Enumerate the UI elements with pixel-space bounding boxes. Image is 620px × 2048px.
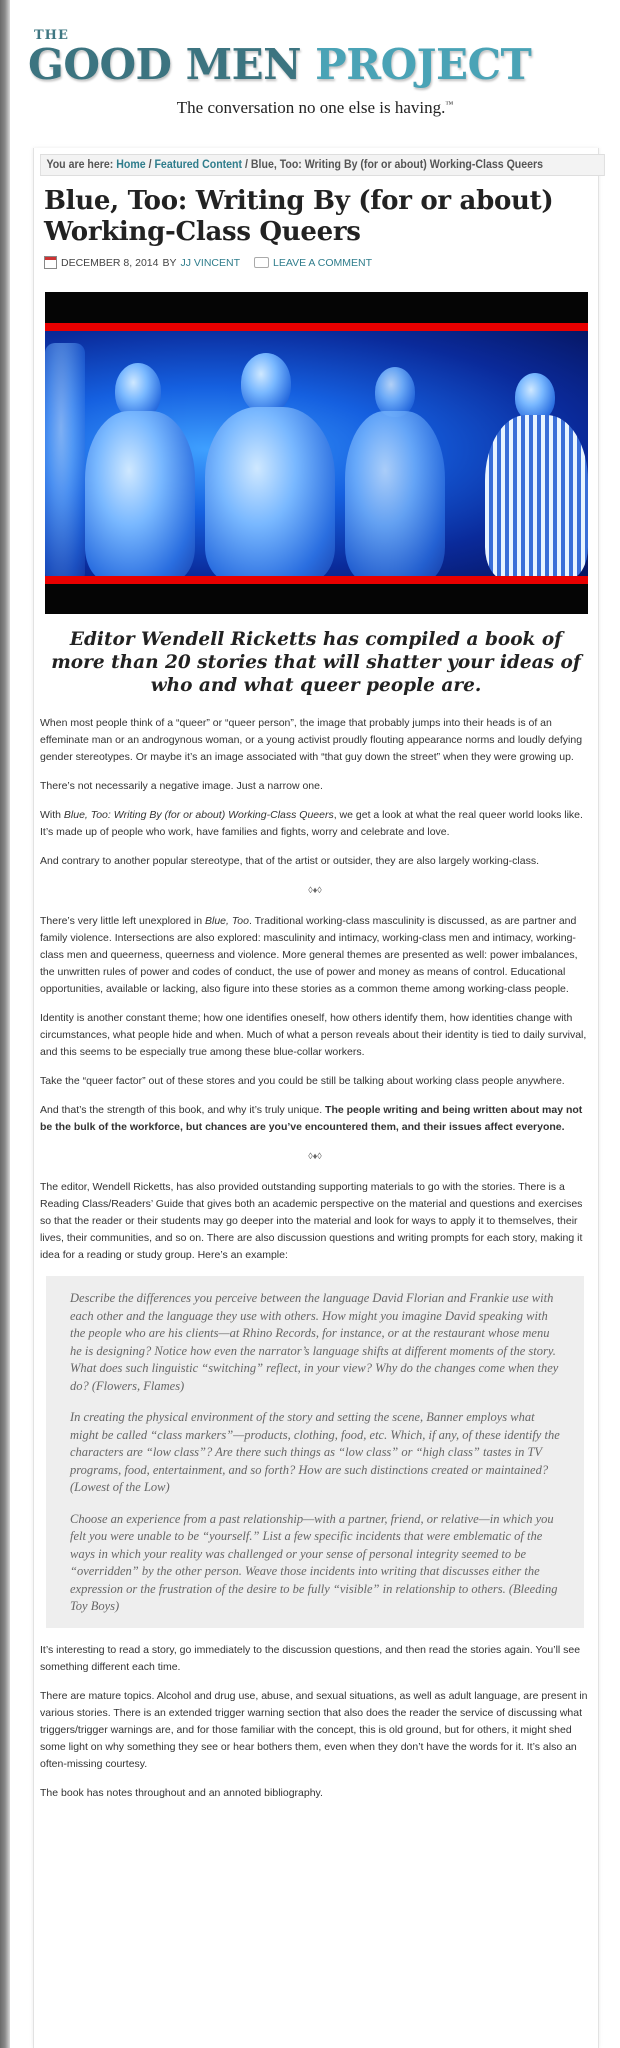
paragraph: And that’s the strength of this book, and why it’s truly unique. The people writing and being written about may not be the bulk of the workforce, but chances are you’ve encountered them, and their issues affect everyone. <box>40 1104 583 1133</box>
site-header <box>10 0 620 140</box>
breadcrumb-section-link[interactable]: Featured Content <box>154 159 243 171</box>
calendar-icon <box>44 256 57 269</box>
paragraph: There’s not necessarily a negative image. Just a narrow one. <box>40 780 323 792</box>
quote-paragraph: In creating the physical environment of the story and setting the scene, Banner employs what might be called “class markers”—products, clothing, food, etc. Which, if any, of these identify the characters are “low class”? Are there such things as “low class” or “high class” tastes in TV programs, food, entertainment, and so forth? How are such distinctions created or maintained? (Lowest of the Low) <box>70 1410 560 1494</box>
post-date: DECEMBER 8, 2014 <box>61 256 159 269</box>
paragraph: And contrary to another popular stereotype, that of the artist or outsider, they are also largely working-class. <box>40 855 540 867</box>
breadcrumb-prefix: You are here: <box>46 159 114 171</box>
mannequins-illustration <box>45 323 588 576</box>
paragraph: There’s very little left unexplored in Blue, Too. Traditional working-class masculinity is discussed, as are partner and family violence. Intersections are also explored: masculinity and intimacy, working-class men and intimacy, working-class men and queerness, queerness and violence. More general themes are presented as well: power imbalances, the unwritten rules of power and codes of conduct, the use of power and money as means of control. Educational opportunities, available or lacking, also figure into these stories as a common theme among working-class people. <box>40 915 578 995</box>
section-separator: ◊♦◊ <box>308 885 322 895</box>
site-tagline <box>10 98 620 118</box>
breadcrumb-home-link[interactable]: Home <box>116 159 146 171</box>
paragraph: The book has notes throughout and an annoted bibliography. <box>40 1786 323 1799</box>
paragraph: Identity is another constant theme; how one identifies oneself, how others identify them, how identities change with circumstances, what people hide and when. Much of what a person reveals about their identity is tied to daily survival, and this seems to be especially true among these blue-collar workers. <box>40 1012 587 1058</box>
tagline-text: The conversation no one else is having. <box>176 98 446 117</box>
comment-icon <box>254 257 269 268</box>
quote-paragraph: Describe the differences you perceive between the language David Florian and Frankie use with each other and the language they use with others. How might you imagine David speaking with the people who are his clients—at Rhino Records, for instance, or at the restaurant whose menu he is designing? Notice how even the narrator’s language shifts at different moments of the story. What does such linguistic “switching” reflect, in your view? Why do the changes come when they do? (Flowers, Flames) <box>70 1291 559 1393</box>
hero-red-stripe-top <box>45 323 588 331</box>
article-subhead: Editor Wendell Ricketts has compiled a book of more than 20 stories that will shatter your ideas of who and what queer people are. <box>51 629 581 696</box>
byline-by: BY <box>162 256 177 269</box>
paragraph: The editor, Wendell Ricketts, has also provided outstanding supporting materials to go with the stories. There is a Reading Class/Readers’ Guide that gives both an academic perspective on the material and questions and exercises so that the reader or their students may go deeper into the material and look for ways to apply it to themselves, their lives, their communities, and so on. There are also discussion questions and writing prompts for each story, making it idea for a reading or study group. Here’s an example: <box>40 1181 583 1261</box>
article-title: Blue, Too: Writing By (for or about) Working-Class Queers <box>44 186 554 247</box>
section-separator: ◊♦◊ <box>308 1151 322 1161</box>
paragraph: There are mature topics. Alcohol and drug use, abuse, and sexual situations, as well as adult language, are present in various stories. There is an extended trigger warning section that also does the reader the service of discussing what triggers/trigger warnings are, and for those familiar with the concept, this is old ground, but for others, it might shed some light on why something they see or hear bothers them, even when they don’t have the words for it. It’s also an often-missing courtesy. <box>40 1689 588 1770</box>
logo-the: THE <box>34 28 69 43</box>
article-body <box>40 715 592 1802</box>
site-logo[interactable] <box>28 40 620 89</box>
hero-red-stripe-bottom <box>45 576 588 584</box>
breadcrumb-separator: / <box>148 159 152 171</box>
trademark-mark: ™ <box>445 99 454 109</box>
article-meta <box>44 256 592 269</box>
logo-word-good-men: GOOD MEN <box>28 40 301 89</box>
paragraph: It’s interesting to read a story, go immediately to the discussion questions, and then read the stories again. You’ll see something different each time. <box>40 1643 581 1673</box>
discussion-questions-quote <box>46 1276 584 1628</box>
content-panel <box>33 148 599 2048</box>
paragraph: With Blue, Too: Writing By (for or about) Working-Class Queers, we get a look at what the real queer world looks like. It’s made up of people who work, have families and fights, worry and celebrate and love. <box>40 809 583 838</box>
paragraph: Take the “queer factor” out of these stores and you could be still be talking about working class people anywhere. <box>40 1075 565 1087</box>
quote-paragraph: Choose an experience from a past relationship—with a partner, friend, or relative—in which you felt you were unable to be “yourself.” List a few specific incidents that were emblematic of the ways in which your reality was challenged or your sense of personal integrity seemed to be “overridden” by the other person. Weave those incidents into writing that discusses either the expression or the frustration of the desire to be fully “visible” in relationship to others. (Bleeding Toy Boys) <box>70 1511 558 1613</box>
breadcrumb <box>40 154 605 176</box>
left-edge-bar <box>0 0 10 2048</box>
logo-word-project: PROJECT <box>315 40 532 89</box>
leave-comment-link[interactable]: LEAVE A COMMENT <box>273 256 372 269</box>
paragraph: When most people think of a “queer” or “queer person”, the image that probably jumps into their heads is of an effeminate man or an androgynous woman, or a young activist proudly flouting appearance norms and loudly defying gender stereotypes. Or maybe it’s an image associated with “that guy down the street” when they were growing up. <box>40 717 583 763</box>
author-link[interactable]: JJ VINCENT <box>180 256 240 269</box>
breadcrumb-current: Blue, Too: Writing By (for or about) Working-Class Queers <box>250 159 544 171</box>
breadcrumb-separator: / <box>245 159 248 171</box>
featured-image <box>45 292 588 614</box>
